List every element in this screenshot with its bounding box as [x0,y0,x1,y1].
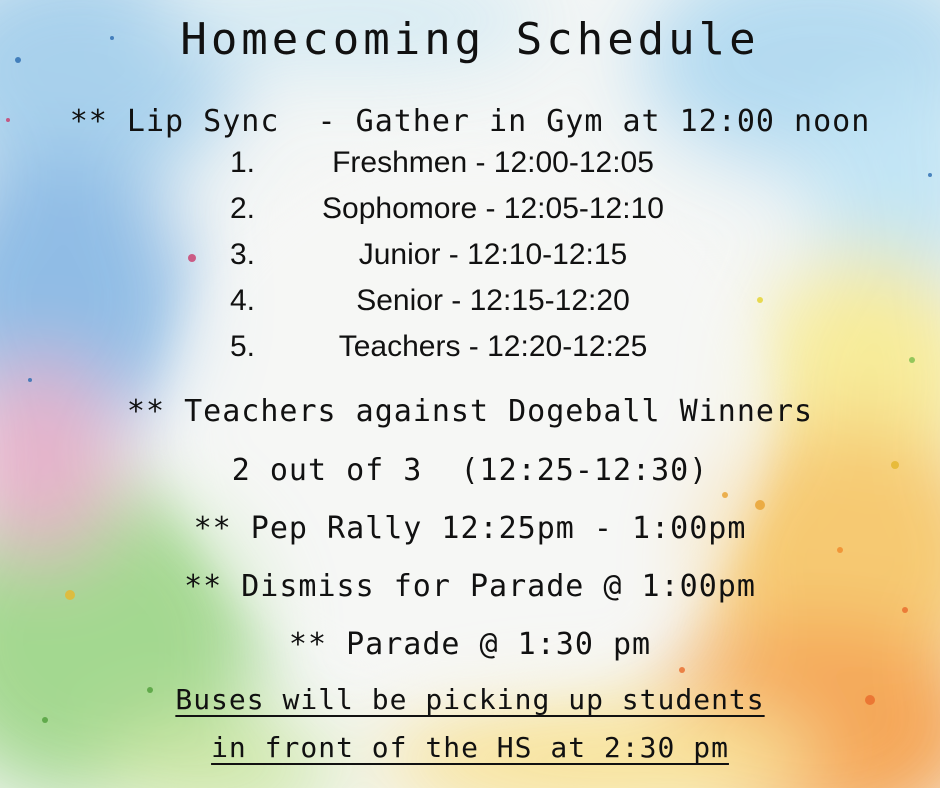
page-title: Homecoming Schedule [180,14,760,65]
bus-notice-line-1: Buses will be picking up students [175,683,765,716]
dismiss-line: ** Dismiss for Parade @ 1:00pm [184,569,756,604]
list-item [0,146,940,190]
item-number: 2. [230,192,256,225]
dodgeball-detail: 2 out of 3 (12:25-12:30) [231,453,709,488]
list-item [0,284,940,328]
list-item [0,238,940,282]
parade-line: ** Parade @ 1:30 pm [288,627,652,662]
item-number: 3. [230,238,256,271]
item-text: Teachers - 12:20-12:25 [338,330,648,363]
item-number: 5. [230,330,256,363]
item-number: 1. [230,146,256,179]
lip-sync-heading: ** Lip Sync - Gather in Gym at 12:00 noon [69,104,871,139]
list-item [0,330,940,374]
dodgeball-heading: ** Teachers against Dogeball Winners [126,394,814,429]
item-text: Junior - 12:10-12:15 [358,238,628,271]
pep-rally-line: ** Pep Rally 12:25pm - 1:00pm [193,511,747,546]
item-text: Senior - 12:15-12:20 [356,284,630,317]
item-text: Sophomore - 12:05-12:10 [322,192,664,225]
item-text: Freshmen - 12:00-12:05 [332,146,654,179]
item-number: 4. [230,284,256,317]
bus-notice-line-2: in front of the HS at 2:30 pm [211,731,729,764]
list-item [0,192,940,236]
